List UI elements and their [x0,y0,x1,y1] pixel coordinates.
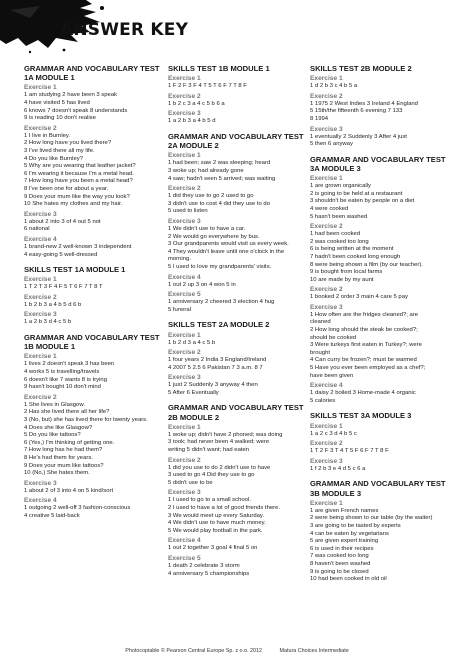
answer-line: 6 I'm wearing it because I'm a metal head. [24,170,134,177]
section-title: SKILLS TEST 2B MODULE 2 [310,64,412,73]
exercise-label: Exercise 2 [24,393,57,401]
answer-line: 1 out 2 up 3 on 4 won 5 in [168,281,236,288]
answer-line: 4 Does she like Glasgow? [24,424,93,431]
answer-line: cleaned [310,319,331,326]
answer-line: 7 was cooked too long [310,553,369,560]
answer-line: 5 We would play football in the park. [168,527,263,534]
answer-line: 4 Can curry be frozen?; must be warmed [310,357,417,364]
answer-line: 3 I've lived there all my life. [24,147,95,154]
column-3 [310,64,456,584]
answer-line: morning. [168,256,191,263]
answer-line: 4 works 5 is travelling/travels [24,369,100,376]
answer-line: 1 brand-new 2 well-known 3 independent [24,243,132,250]
exercise-label: Exercise 2 [310,286,343,294]
answer-section [168,403,304,578]
answer-line: 1 b 2 d 3 a 4 c 5 b [168,339,216,346]
answer-line: 3 used to go 4 Did they use to go [168,472,255,479]
column-1 [24,64,162,521]
answer-line: 1 had been cooked [310,231,361,238]
answer-line: 4 anniversary 5 championships [168,570,250,577]
answer-line: 6 knows 7 doesn't speak 8 understands [24,107,128,114]
answer-line: 1 am studying 2 have been 3 speak [24,92,118,99]
answer-line: 6 (Yes,) I'm thinking of getting one. [24,439,115,446]
answer-line: 1 T 2 T 3 F 4 F 5 T 6 F 7 T 8 T [24,284,103,291]
answer-line: 5 used to listen [168,208,208,215]
copyright-notice: Photocopiable © Pearson Central Europe Sp. z o.o. 2012 [125,648,262,654]
answer-line: 1 out 2 together 3 goal 4 final 5 on [168,545,258,552]
answer-line: 6 is used in their recipes [310,545,374,552]
answer-line: 7 hadn't been cooked long enough [310,253,401,260]
exercise-label: Exercise 3 [168,374,201,382]
answer-line: 1 b 2 b 3 a 4 b 5 d 6 b [24,301,82,308]
exercise-label: Exercise 1 [168,423,201,431]
exercise-label: Exercise 3 [24,210,57,218]
exercise-label: Exercise 1 [24,84,57,92]
answer-line: 8 I've been one for about a year. [24,185,109,192]
exercise-label: Exercise 4 [24,497,57,505]
answer-line: 9 hasn't bought 10 don't mind [24,384,101,391]
answer-line: 4 They wouldn't leave until one o'clock in the [168,248,285,255]
answer-line: 9 Does your mum like the way you look? [24,193,130,200]
exercise-label: Exercise 5 [168,555,201,562]
answer-section [310,155,456,406]
exercise-label: Exercise 2 [310,92,343,100]
answer-section [168,320,304,397]
answer-line: 5 Do you like tattoos? [24,432,81,439]
exercise-label: Exercise 2 [24,124,57,132]
answer-line: 1 I used to go to a small school. [168,497,251,504]
answer-line: 6 is being written at the moment [310,246,394,253]
exercise-label: Exercise 2 [168,456,201,464]
answer-line: 1 just 2 Suddenly 3 anyway 4 then [168,382,258,389]
answer-line: 2 We would go everywhere by bus. [168,233,260,240]
answer-line: 1 about 2 into 3 of 4 out 5 not [24,218,101,225]
answer-line: 8 haven't been washed [310,560,371,567]
answer-line: 3 Our grandparents would visit us every week. [168,241,289,248]
answer-line: 2 Has she lived there all her life? [24,409,110,416]
answer-line: 3 shouldn't be eaten by people on a diet [310,198,415,205]
answer-line: 1 anniversary 2 cheered 3 election 4 hug [168,299,275,306]
answer-line: 1 T 2 F 3 T 4 T 5 F 6 F 7 T 8 F [310,448,389,455]
section-title: GRAMMAR AND VOCABULARY TEST 3A MODULE 3 [310,154,446,173]
exercise-label: Exercise 3 [310,125,343,133]
answer-line: 3 are going to be tasted by experts [310,523,401,529]
exercise-label: Exercise 1 [168,152,201,160]
answer-line: 1 outgoing 2 well-off 3 fashion-conscious [24,505,131,512]
answer-line: 1 woke up; didn't have 2 phoned; was doing [168,431,283,438]
section-title: GRAMMAR AND VOCABULARY TEST 2A MODULE 2 [168,131,304,151]
answer-line: 1 She lives in Glasgow. [24,401,85,408]
answer-line: 1 b 2 c 3 a 4 c 5 b 6 a [168,100,225,107]
exercise-label: Exercise 3 [24,479,57,487]
answer-line: should be cooked [310,334,357,341]
answer-line: 1 We didn't use to have a car. [168,225,246,232]
answer-line: writing 5 didn't want; had eaten [168,447,250,454]
answer-line: 9 is bought from local farms [310,269,383,276]
answer-line: 1 are given French names [310,507,379,514]
answer-line: 5 funeral [168,306,191,313]
answer-line: 3 Were turkeys first eaten in Turkey?; were [310,342,422,349]
answer-line: 1 did they use to go 2 used to go [168,193,254,200]
exercise-label: Exercise 3 [168,489,201,497]
answer-line: 10 are made by my aunt [310,276,374,283]
answer-line: 4 creative 5 laid-back [24,512,80,519]
answer-section [168,132,304,314]
exercise-label: Exercise 1 [310,499,343,507]
exercise-label: Exercise 3 [168,110,201,118]
answer-line: 4 saw; hadn't seen 5 arrived; was waiting [168,175,276,182]
answer-line: 5 calories [310,397,336,404]
answer-line: 5 didn't use to be [168,479,213,486]
answer-section [310,64,456,149]
answer-line: 1 a 2 b 3 a 4 b 5 d [168,118,216,125]
answer-line: 4 We didn't use to have much money. [168,520,266,527]
answer-line: 5 I used to love my grandparents' visits. [168,263,272,270]
answer-line: 3 (No, but) she has lived there for twenty years. [24,417,148,424]
answer-line: 7 How long have you been a metal head? [24,178,133,185]
exercise-label: Exercise 1 [24,353,57,361]
exercise-label: Exercise 3 [310,457,343,465]
exercise-label: Exercise 1 [24,276,57,284]
answer-line: 1 death 2 celebrate 3 storm [168,563,240,569]
answer-line: 6 national [24,226,50,233]
section-title: SKILLS TEST 1B MODULE 1 [168,64,270,73]
answer-line: 4 2007 5 2.5 6 Pakistan 7 3 a.m. 8 7 [168,364,263,371]
exercise-label: Exercise 4 [168,537,201,545]
section-title: SKILLS TEST 2A MODULE 2 [168,320,270,330]
answer-line: 2 How long should the steak be cooked?; [310,327,418,334]
exercise-label: Exercise 3 [24,311,57,319]
exercise-label: Exercise 2 [24,293,57,301]
answer-line: 8 He's had them for years. [24,455,93,462]
answer-line: 2 were being shown to our table (by the waiter) [310,515,433,522]
answer-line: 1 are grown organically [310,183,371,190]
answer-line: 2 I used to have a lot of good friends there. [168,505,280,512]
answer-line: brought [310,349,330,356]
answer-section [310,479,456,583]
exercise-label: Exercise 1 [310,422,343,430]
header-banner [0,0,474,56]
exercise-label: Exercise 2 [168,92,201,100]
exercise-label: Exercise 1 [310,175,343,183]
footer [0,648,474,654]
exercise-label: Exercise 2 [310,440,343,448]
answer-line: 6 doesn't like 7 wants 8 is trying [24,376,107,383]
answer-line: 2 was cooked too long [310,238,369,245]
answer-line: 4 can be eaten by vegetarians [310,530,389,537]
answer-line: 1 1975 2 West Indies 3 Ireland 4 England [310,100,418,107]
answer-line: 9 is going to be closed [310,568,369,575]
answer-section [168,64,304,126]
answer-line: 1 had been; saw 2 was sleeping; heard [168,160,271,167]
answer-line: 1 eventually 2 Suddenly 3 After 4 just [310,133,407,140]
answer-columns [0,64,474,644]
answer-section [310,411,456,473]
exercise-label: Exercise 5 [168,291,201,299]
answer-line: 5 then 6 anyway [310,141,353,148]
answer-section [24,333,162,521]
section-title: GRAMMAR AND VOCABULARY TEST 2B MODULE 2 [168,403,304,422]
answer-line: 5 Why are you wearing that leather jacket? [24,163,136,170]
exercise-label: Exercise 4 [168,273,201,281]
section-title: GRAMMAR AND VOCABULARY TEST 3B MODULE 3 [310,479,446,498]
answer-line: 1 d 2 b 3 c 4 b 5 a [310,83,358,90]
answer-line: 2 is going to be held at a restaurant [310,190,403,197]
answer-line: 1 f 2 b 3 e 4 d 5 c 6 a [310,465,366,472]
page-title: ANSWER KEY [60,20,189,40]
section-title: GRAMMAR AND VOCABULARY TEST 1B MODULE 1 [24,333,160,352]
column-2 [168,64,304,578]
section-title: GRAMMAR AND VOCABULARY TEST 1A MODULE 1 [24,64,160,83]
answer-line: 4 Do you like Burnley? [24,155,83,162]
answer-line: 1 a 2 c 3 d 4 b 5 c [310,430,357,437]
answer-line: have been given [310,372,354,379]
answer-line: 10 (No,) She hates them. [24,470,90,477]
answer-line: 1 How often are the fridges cleaned?; are [310,311,419,318]
answer-line: 7 How long has he had them? [24,447,103,454]
book-title: Matura Choices Intermediate [279,648,349,654]
exercise-label: Exercise 2 [310,223,343,231]
exercise-label: Exercise 3 [168,217,201,225]
answer-section [24,64,162,259]
answer-line: 9 is reading 10 don't realise [24,115,96,122]
answer-line: 3 We would meet up every Saturday. [168,512,265,519]
answer-line: 1 about 2 of 3 into 4 on 5 kind/sort [24,487,114,494]
answer-line: 1 lives 2 doesn't speak 3 has been [24,361,115,368]
exercise-label: Exercise 2 [168,185,201,193]
answer-line: 4 easy-going 5 well-dressed [24,251,98,258]
answer-line: 5 hasn't been washed [310,213,368,220]
answer-line: 5 are given expert training [310,538,379,545]
answer-line: 4 were cooked [310,205,349,212]
section-title: SKILLS TEST 3A MODULE 3 [310,411,412,421]
answer-line: 8 1994 [310,115,329,122]
section-title: SKILLS TEST 1A MODULE 1 [24,265,126,275]
answer-line: 10 She hates my clothes and my hair. [24,201,123,208]
answer-line: 3 didn't use to cost 4 did they use to do [168,200,270,207]
exercise-label: Exercise 1 [168,75,201,83]
answer-line: 1 F 2 F 3 F 4 T 5 T 6 F 7 T 8 F [168,83,247,90]
exercise-label: Exercise 4 [310,382,343,390]
exercise-label: Exercise 1 [168,331,201,339]
answer-line: 4 have visited 5 has lived [24,100,90,106]
answer-line: 5 15th/the fifteenth 6 evening 7 133 [310,108,403,115]
exercise-label: Exercise 1 [310,75,343,83]
answer-section [24,265,162,327]
answer-line: 1 four years 2 India 3 England/Ireland [168,357,267,364]
exercise-label: Exercise 2 [168,349,201,357]
answer-line: 3 woke up; had already gone [168,167,244,174]
answer-line: 1 did you use to do 2 didn't use to have [168,464,271,471]
answer-line: 1 daisy 2 boiled 3 Home-made 4 organic [310,390,416,397]
answer-line: 1 I live in Burnley. [24,132,71,139]
answer-line: 9 Does your mum like tattoos? [24,462,104,469]
answer-line: 3 took; had never been 4 walked; were [168,439,270,446]
exercise-label: Exercise 3 [310,303,343,311]
answer-line: 1 a 2 b 3 d 4 c 5 b [24,319,72,326]
answer-line: 5 After 6 Eventually [168,389,219,396]
answer-line: 8 were being shown a film (by our teacher). [310,261,423,268]
answer-line: 5 Have you ever been employed as a chef?; [310,365,426,372]
answer-line: 2 How long have you lived there? [24,140,112,147]
answer-line: 1 booked 2 order 3 main 4 care 5 pay [310,294,408,301]
answer-line: 10 had been cooked in old oil [310,576,387,583]
exercise-label: Exercise 4 [24,235,57,243]
